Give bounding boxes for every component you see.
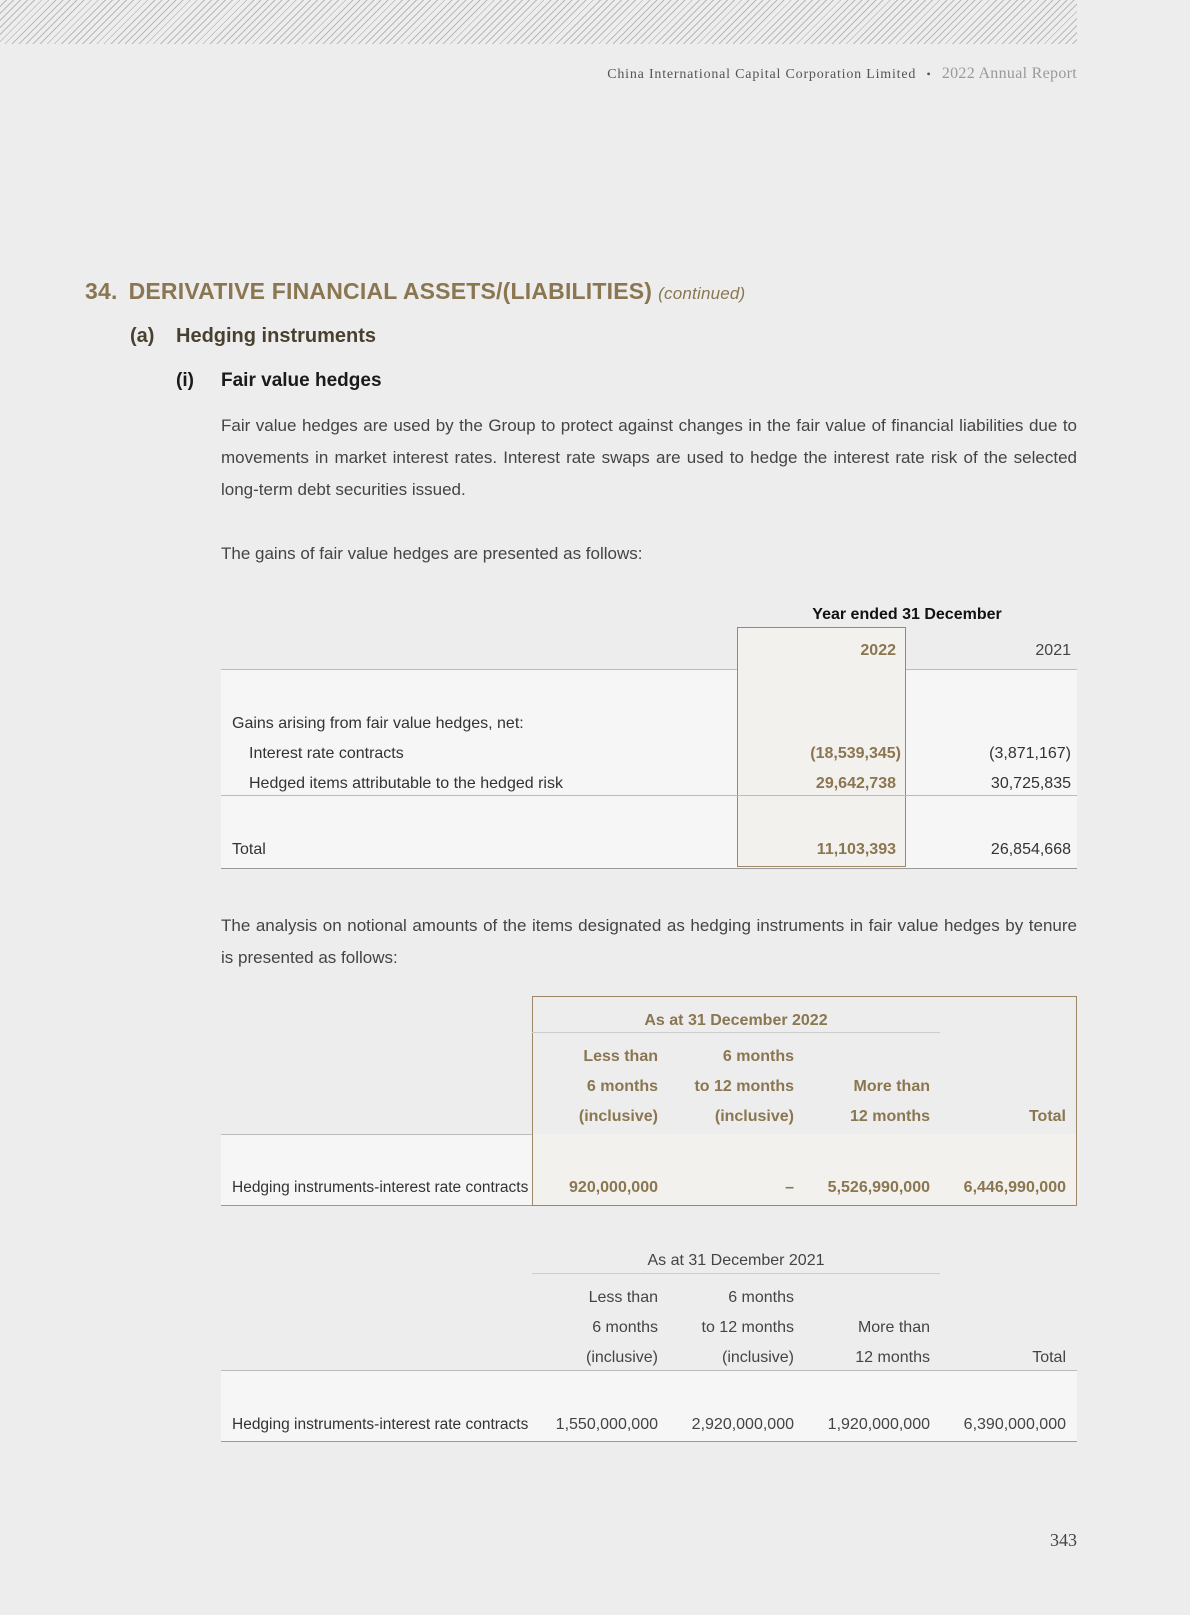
tenure-2022-value-more-than-12m: 5,526,990,000: [827, 1179, 930, 1196]
subsubsection-heading: [176, 370, 382, 392]
subsubsection-title: Fair value hedges: [221, 370, 382, 391]
tenure-2021-row-label: Hedging instruments-interest rate contracts: [232, 1416, 529, 1433]
subsection-heading: [130, 325, 376, 348]
col-header-total: Total: [1032, 1349, 1066, 1366]
tenure-2022-value-6m-to-12m: –: [785, 1179, 794, 1196]
gains-table-total-separator: [221, 795, 1077, 796]
gains-row-label: Gains arising from fair value hedges, net:: [232, 715, 524, 732]
col-header-6m-to-12m: 6 months to 12 months (inclusive): [701, 1289, 794, 1366]
page-number: 343: [1050, 1530, 1077, 1550]
header-separator: •: [926, 67, 932, 81]
tenure-2022-value-less-than-6m: 920,000,000: [569, 1179, 658, 1196]
section-title: DERIVATIVE FINANCIAL ASSETS/(LIABILITIES): [128, 278, 653, 304]
col-header-6m-to-12m: 6 months to 12 months (inclusive): [694, 1048, 794, 1125]
gains-table-col-2021: 2021: [1035, 642, 1071, 659]
tenure-2022-value-total: 6,446,990,000: [963, 1179, 1066, 1196]
section-heading: [85, 278, 745, 305]
gains-row-value-2022: (18,539,345): [810, 745, 901, 762]
col-header-total: Total: [1028, 1108, 1066, 1125]
report-title: 2022 Annual Report: [941, 65, 1077, 82]
tenure-2021-value-6m-to-12m: 2,920,000,000: [691, 1416, 794, 1433]
running-header: [607, 65, 1077, 83]
subsection-number: (a): [130, 325, 155, 347]
subsection-title: Hedging instruments: [176, 325, 377, 347]
col-header-less-than-6m: Less than 6 months (inclusive): [578, 1048, 658, 1125]
paragraph-tenure-intro: The analysis on notional amounts of the items designated as hedging instruments in fair value hedges by tenure is presented as follows:: [221, 916, 1077, 967]
gains-table-col-2022: 2022: [860, 642, 896, 659]
tenure-2021-value-total: 6,390,000,000: [963, 1416, 1066, 1433]
gains-row-label: Interest rate contracts: [249, 745, 404, 762]
tenure-2021-value-more-than-12m: 1,920,000,000: [827, 1416, 930, 1433]
gains-row-value-2022: 29,642,738: [815, 775, 896, 792]
gains-total-value-2022: 11,103,393: [816, 841, 896, 858]
gains-row-value-2021: (3,871,167): [989, 745, 1071, 762]
header-hatch-band: [0, 0, 1077, 44]
gains-row-label: Hedged items attributable to the hedged risk: [249, 775, 563, 792]
company-name: China International Capital Corporation Limited: [607, 67, 917, 82]
gains-total-label: Total: [232, 841, 266, 858]
gains-total-value-2021: 26,854,668: [990, 841, 1071, 858]
paragraph-fair-value-hedges: Fair value hedges are used by the Group to protect against changes in the fair value of financial liabilities due to movements in market interest rates. Interest rate swaps are used to hedge the interest rate risk of the selected long-term debt securities issued.: [221, 416, 1077, 499]
section-number: 34.: [85, 278, 118, 304]
gains-table-caption: Year ended 31 December: [812, 606, 1002, 623]
tenure-2021-value-less-than-6m: 1,550,000,000: [555, 1416, 658, 1433]
col-header-more-than-12m: More than 12 months: [855, 1319, 930, 1366]
section-continued: (continued): [658, 284, 746, 303]
gains-table-body: [221, 669, 1077, 869]
subsubsection-number: (i): [176, 370, 194, 391]
tenure-2021-title-rule: [532, 1273, 940, 1274]
tenure-2022-title: As at 31 December 2022: [644, 1012, 828, 1029]
col-header-more-than-12m: More than 12 months: [849, 1078, 930, 1125]
col-header-less-than-6m: Less than 6 months (inclusive): [585, 1289, 658, 1366]
gains-row-value-2021: 30,725,835: [990, 775, 1071, 792]
paragraph-gains-intro: The gains of fair value hedges are presented as follows:: [221, 544, 643, 563]
tenure-2022-title-rule: [532, 1032, 940, 1033]
tenure-2022-row-label: Hedging instruments-interest rate contracts: [232, 1179, 529, 1196]
tenure-2021-title: As at 31 December 2021: [647, 1252, 825, 1269]
